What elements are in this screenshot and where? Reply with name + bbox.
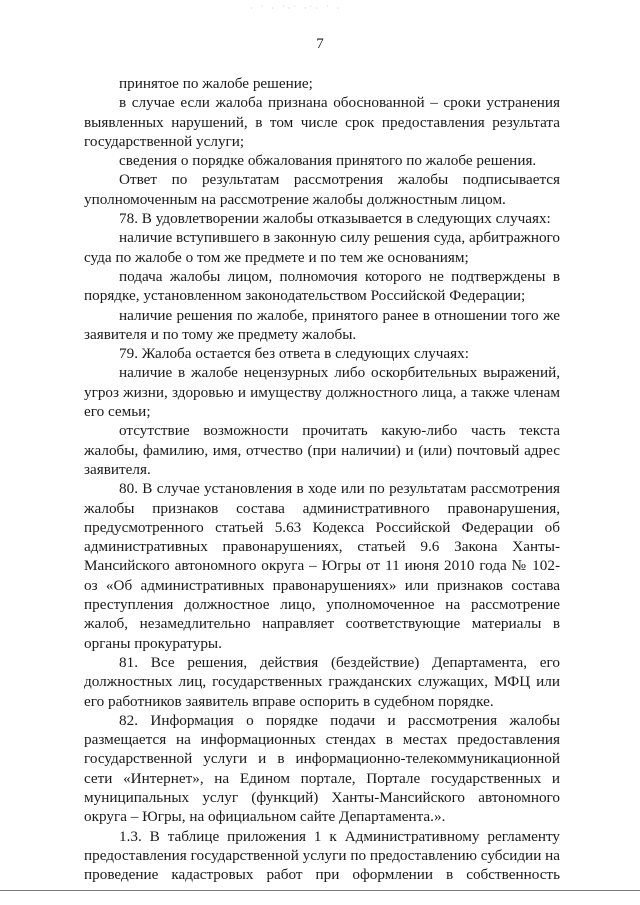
paragraph: 1.3. В таблице приложения 1 к Административному регламенту предоставления государственной услуги по предоставлению субсидии на проведение кадастровых работ при оформлении в собственность bbox=[84, 827, 560, 884]
paragraph: наличие в жалобе нецензурных либо оскорбительных выражений, угроз жизни, здоровью и имуществу должностного лица, а также членам его семьи; bbox=[84, 364, 560, 421]
paragraph: отсутствие возможности прочитать какую-либо часть текста жалобы, фамилию, имя, отчество (при наличии) и (или) почтовый адрес заявителя. bbox=[84, 422, 560, 478]
paragraph: наличие вступившего в законную силу решения суда, арбитражного суда по жалобе о том же предмете и по тем же основаниям; bbox=[84, 229, 560, 266]
page-number: 7 bbox=[316, 36, 324, 52]
paragraph: наличие решения по жалобе, принятого ранее в отношении того же заявителя и по тому же предмету жалобы. bbox=[84, 306, 560, 343]
paragraph: сведения о порядке обжалования принятого по жалобе решения. bbox=[119, 152, 537, 170]
document-body bbox=[84, 74, 560, 884]
paragraph: Ответ по результатам рассмотрения жалобы подписывается уполномоченным на рассмотрение жалобы должностным лицом. bbox=[84, 171, 560, 208]
paragraph: в случае если жалоба признана обоснованной – сроки устранения выявленных нарушений, в том числе срок предоставления результата государственной услуги; bbox=[84, 94, 560, 150]
paragraph: принятое по жалобе решение; bbox=[119, 75, 313, 92]
paragraph: 79. Жалоба остается без ответа в следующих случаях: bbox=[119, 345, 469, 363]
paragraph: 81. Все решения, действия (бездействие) Департамента, его должностных лиц, государственных гражданских служащих, МФЦ или его работников заявитель вправе оспорить в судебном порядке. bbox=[84, 653, 560, 710]
paragraph: подача жалобы лицом, полномочия которого не подтверждены в порядке, установленном законодательством Российской Федерации; bbox=[84, 267, 560, 305]
paragraph: 82. Информация о порядке подачи и рассмотрения жалобы размещается на информационных стендах в местах предоставления государственной услуги и в информационно-телекоммуникационной сети «Интернет», на Едином портале, Портале государственных и муниципальных услуг (функций) Ханты-Мансийского автономного округа – Югры, на официальном сайте Департамента.». bbox=[84, 711, 560, 826]
scan-artifact: · ˙ · ˙·˙ ·˙· ˙ · bbox=[250, 4, 343, 13]
paragraph: 80. В случае установления в ходе или по результатам рассмотрения жалобы признаков состава административного правонарушения, предусмотренного статьей 5.63 Кодекса Российской Федерации об административных правонарушениях, статьей 9.6 Закона Ханты-Мансийского автономного округа – Югры от 11 июня 2010 года № 102-оз «Об административных правонарушениях» или признаков состава преступления должностное лицо, уполномоченное на рассмотрение жалоб, незамедлительно направляет соответствующие материалы в органы прокуратуры. bbox=[84, 480, 560, 652]
scan-edge-line bbox=[0, 890, 640, 891]
paragraph: 78. В удовлетворении жалобы отказывается в следующих случаях: bbox=[119, 210, 551, 228]
